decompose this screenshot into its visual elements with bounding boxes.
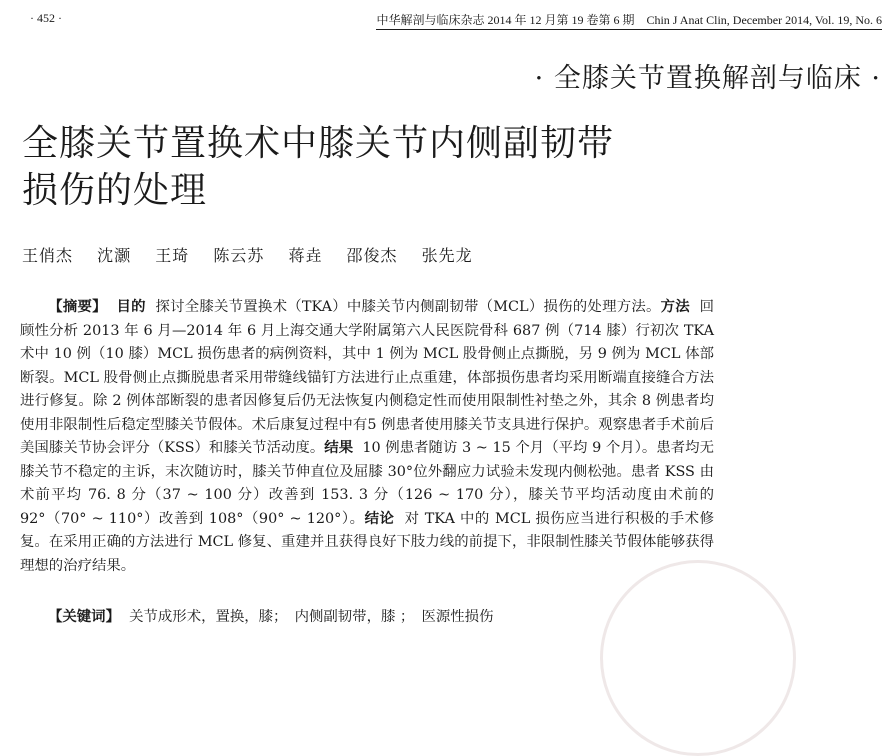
author: 陈云苏 [213,246,265,265]
conclusion-text: 对 TKA 中的 MCL 损伤应当进行积极的手术修复。在采用正确的方法进行 MCL 修复、重建并且获得良好下肢力线的前提下，非限制性膝关节假体能够获得理想的治疗结果。 [20,510,714,574]
author: 王琦 [155,246,190,265]
article-title-line-2: 损伤的处理 [22,170,208,211]
objective-text: 探讨全膝关节置换术（TKA）中膝关节内侧副韧带（MCL）损伤的处理方法。 [155,299,661,315]
article-title [22,120,614,214]
article-title-line-1: 全膝关节置换术中膝关节内侧副韧带 [22,123,615,164]
abstract-label: 【摘要】 [48,299,107,315]
author-list [22,243,491,266]
conclusion-label: 结论 [364,510,395,527]
methods-text: 回顾性分析 2013 年 6 月—2014 年 6 月上海交通大学附属第六人民医院骨科 687 例（714 膝）行初次 TKA 术中 10 例（10 膝）MCL 损伤患者的病例资料，其中 1 例为 MCL 股骨侧止点撕脱，另 9 例为 MCL 体部断裂。MCL 股骨侧止点撕脱患者采用带缝线锚钉方法进行止点重建，体部损伤患者均采用断端直接缝合方法进行修复。除 2 例体部断裂的患者因修复后仍无法恢复内侧稳定性而使用限制性衬垫之外，其余 8 例患者均使用非限制性后稳定型膝关节假体。术后康复过程中有5 例患者使用膝关节支具进行保护。观察患者手术前后美国膝关节协会评分（KSS）和膝关节活动度。 [20,299,714,456]
section-title: · 全膝关节置换解剖与临床 · [534,63,881,94]
watermark-seal [600,560,796,756]
results-text: 10 例患者随访 3 ~ 15 个月（平均 9 个月）。患者均无膝关节不稳定的主诉，末次随访时，膝关节伸直位及屈膝 30°位外翻应力试验未发现内侧松弛。患者 KSS 由术前平均 76. 8 分（37 ~ 100 分）改善到 153. 3 分（126 ~ 170 分），膝关节平均活动度由术前的 92°（70° ~ 110°）改善到 108°（90° ~ 120°）。 [20,440,714,527]
author: 沈灏 [97,246,132,265]
page-number: · 452 · [30,11,62,25]
author: 蒋垚 [288,246,323,265]
author: 邵俊杰 [346,246,398,265]
methods-label: 方法 [660,299,690,315]
journal-running-header: 中华解剖与临床杂志 2014 年 12 月第 19 卷第 6 期 Chin J Anat Clin, December 2014, Vol. 19, No. 6 [376,11,882,30]
keywords-text: 关节成形术，置换，膝； 内侧副韧带，膝 ； 医源性损伤 [129,609,494,625]
author: 王俏杰 [22,246,74,265]
page-header [0,0,895,30]
keywords [48,605,493,626]
author: 张先龙 [421,246,473,265]
results-label: 结果 [324,440,354,456]
keywords-label: 【关键词】 [48,609,120,625]
objective-label: 目的 [116,299,146,315]
abstract [20,296,714,578]
